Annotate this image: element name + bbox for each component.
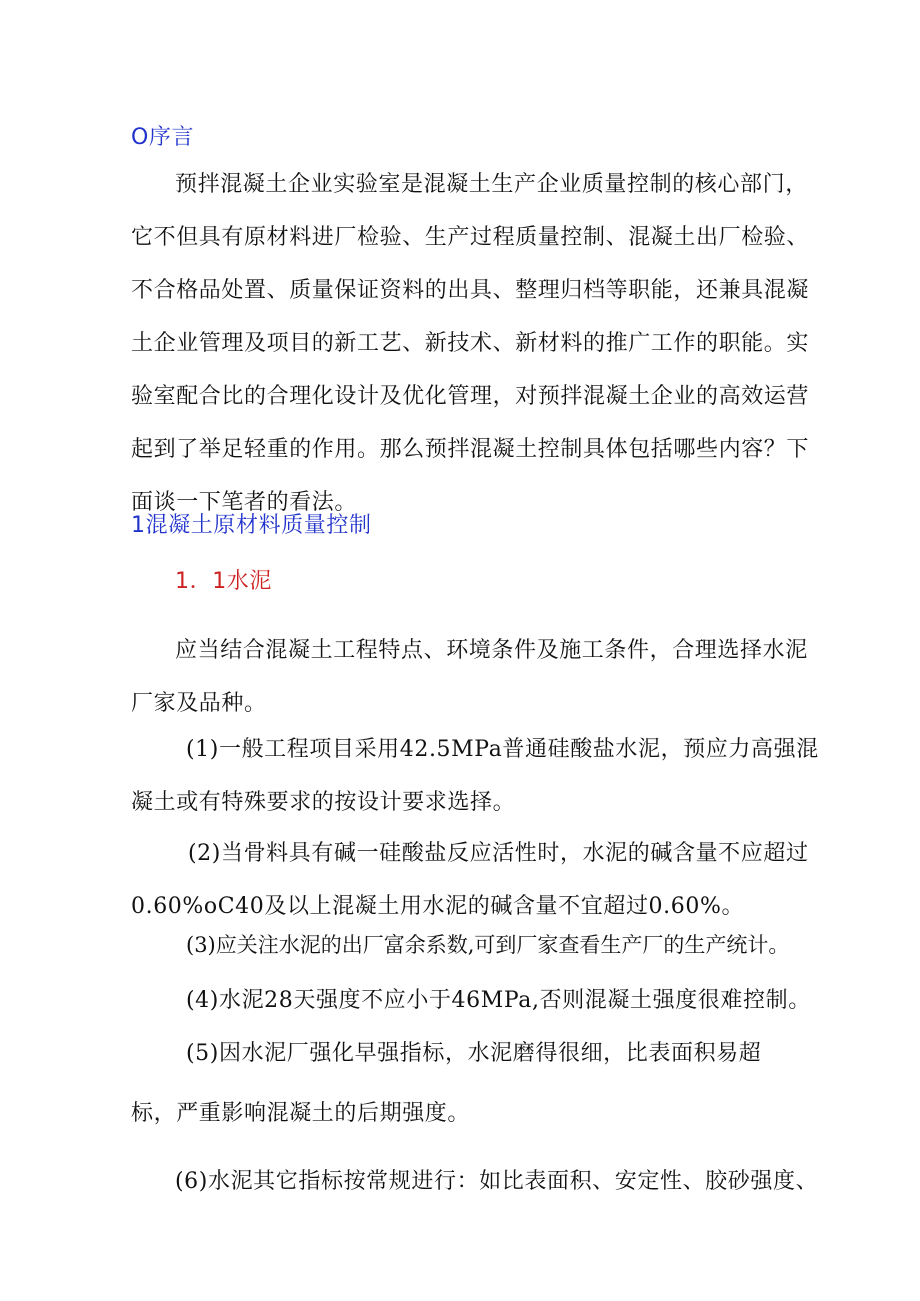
intro-line: 它不但具有原材料进厂检验、生产过程质量控制、混凝土出厂检验、 [131,225,810,250]
intro-line: 面谈一下笔者的看法。 [131,490,358,515]
intro-line: 起到了举足轻重的作用。那么预拌混凝土控制具体包括哪些内容？下 [131,437,810,462]
cement-item-line: 0.60%oC40及以上混凝土用水泥的碱含量不宜超过0.60%。 [131,894,745,919]
intro-line: 不合格品处置、质量保证资料的出具、整理归档等职能，还兼具混凝 [131,278,810,303]
heading-section-1-1: 1．1水泥 [175,569,272,594]
cement-item-2 [131,827,809,933]
heading-section-1: 1混凝土原材料质量控制 [131,513,372,538]
cement-item-line: (2)当骨料具有碱一硅酸盐反应活性时，水泥的碱含量不应超过 [188,841,809,866]
intro-paragraph [131,158,809,529]
cement-intro-line: 应当结合混凝土工程特点、环境条件及施工条件，合理选择水泥 [175,638,808,663]
cement-item-3: (3)应关注水泥的出厂富余系数,可到厂家查看生产厂的生产统计。 [186,933,790,957]
cement-item-line: 凝土或有特殊要求的按设计要求选择。 [131,790,516,815]
cement-intro-paragraph [131,624,808,730]
cement-item-6: (6)水泥其它指标按常规进行：如比表面积、安定性、胶砂强度、 [175,1169,819,1194]
intro-line: 验室配合比的合理化设计及优化管理，对预拌混凝土企业的高效运营 [131,384,810,409]
cement-item-5-line-2: 标，严重影响混凝土的后期强度。 [131,1101,471,1126]
intro-line: 土企业管理及项目的新工艺、新技术、新材料的推广工作的职能。实 [131,331,810,356]
cement-item-5-line-1: (5)因水泥厂强化早强指标，水泥磨得很细，比表面积易超 [186,1041,762,1066]
cement-intro-line: 厂家及品种。 [131,691,267,716]
intro-line: 预拌混凝土企业实验室是混凝土生产企业质量控制的核心部门， [175,172,808,197]
cement-item-4: (4)水泥28天强度不应小于46MPa,否则混凝土强度很难控制。 [186,988,811,1013]
heading-preface: O序言 [131,125,195,150]
cement-item-1 [131,723,819,829]
cement-item-line: (1)一般工程项目采用42.5MPa普通硅酸盐水泥，预应力高强混 [186,737,819,762]
